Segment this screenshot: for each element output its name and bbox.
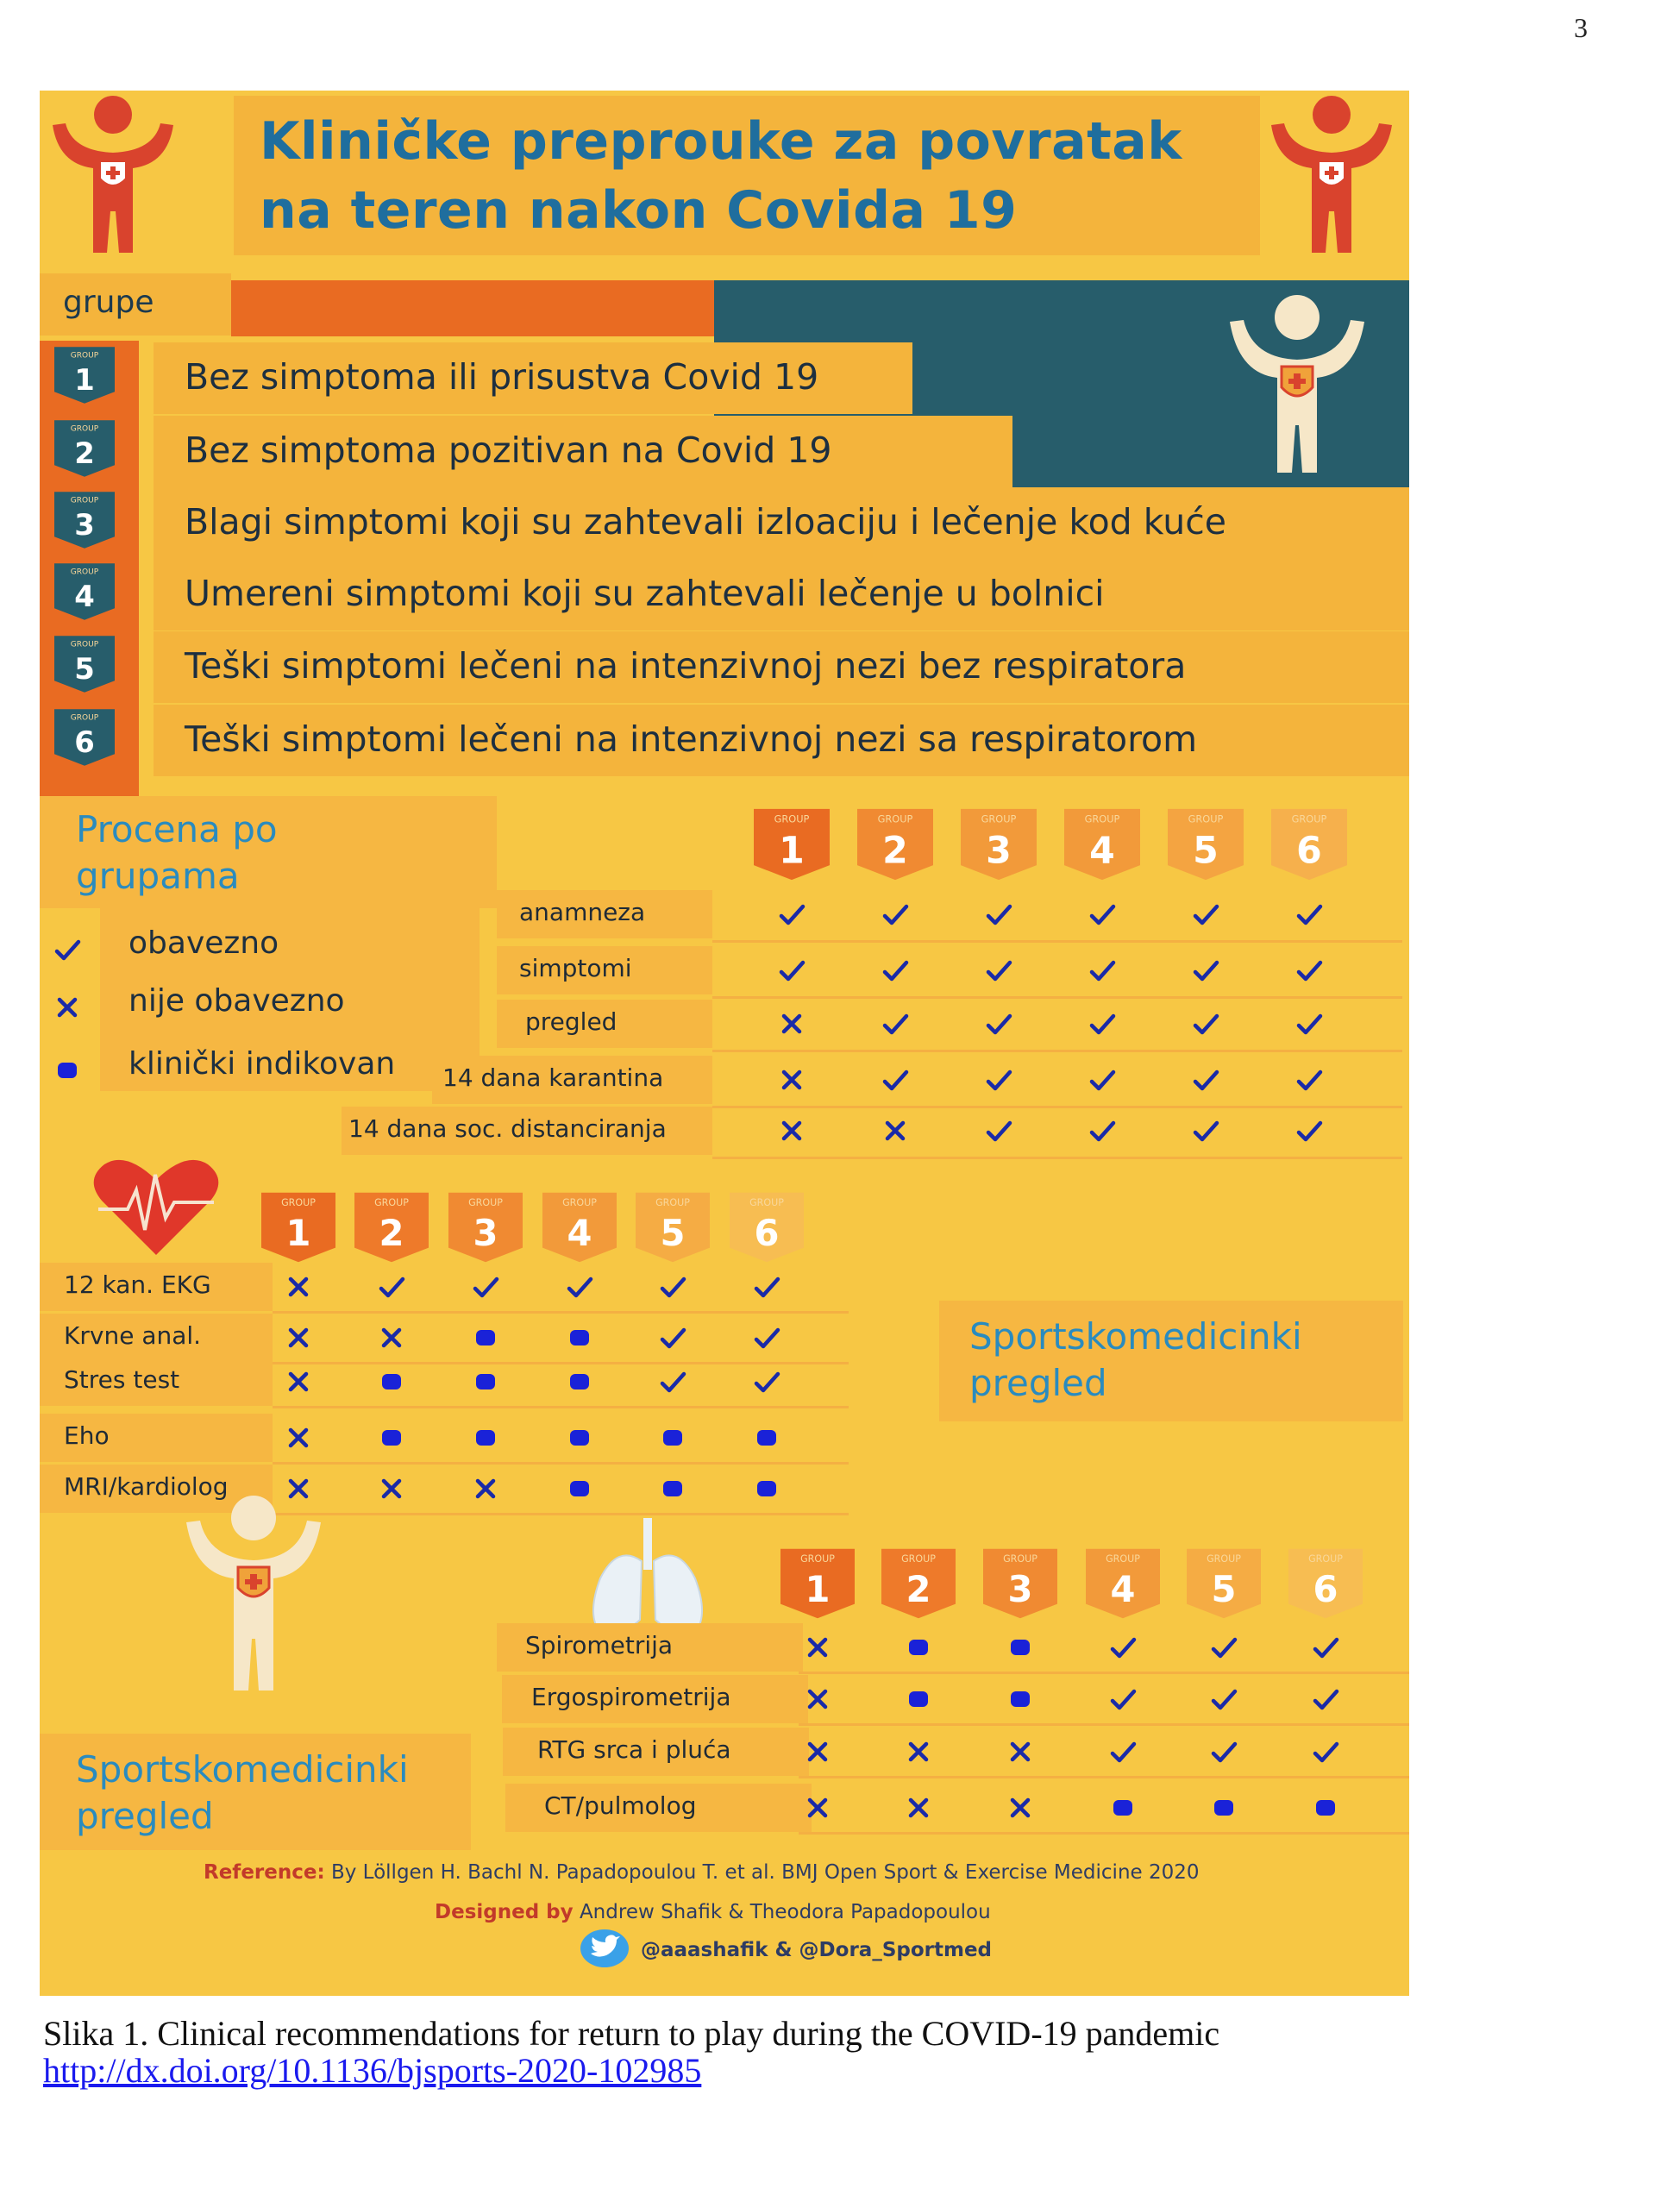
check-icon (1106, 1682, 1140, 1720)
group-badge-word: GROUP (374, 1197, 409, 1209)
row-label: Krvne anal. (64, 1321, 202, 1350)
group-badge-number: 5 (1211, 1567, 1237, 1610)
group-badge-number: 1 (779, 829, 805, 873)
dot-icon (562, 1471, 597, 1509)
group-badge-word: GROUP (1003, 1553, 1037, 1565)
group-badge-number: 6 (1296, 829, 1322, 873)
row-label: CT/pulmolog (544, 1791, 697, 1820)
cross-icon (281, 1364, 316, 1402)
cross-icon (374, 1320, 409, 1358)
group-badge-word: GROUP (70, 640, 99, 649)
reference-text: By Löllgen H. Bachl N. Papadopoulou T. et al. BMJ Open Sport & Exercise Medicine 2020 (330, 1861, 1200, 1884)
group-badge-word: GROUP (901, 1553, 936, 1565)
group-badge-number: 2 (906, 1567, 931, 1610)
group-header-badge (631, 1190, 714, 1268)
dot-icon (1106, 1791, 1140, 1828)
heart-icon (91, 1156, 221, 1259)
group-badge-number: 2 (379, 1211, 404, 1254)
group-header-badge (854, 806, 937, 886)
designed-text: Andrew Shafik & Theodora Papadopoulou (579, 1901, 991, 1923)
check-icon (981, 1063, 1016, 1101)
group-badge-icon (50, 345, 119, 409)
dot-icon (1308, 1791, 1343, 1828)
athlete-figure-icon (178, 1488, 329, 1699)
dot-icon (655, 1471, 690, 1509)
legend-label: nije obavezno (129, 983, 345, 1019)
check-icon (1207, 1682, 1241, 1720)
row-label: Ergospirometrija (531, 1683, 731, 1711)
check-icon (655, 1364, 690, 1402)
row-label: 12 kan. EKG (64, 1270, 211, 1299)
dot-icon (374, 1364, 409, 1402)
figure-caption: Slika 1. Clinical recommendations for return to play during the COVID-19 pandemic (43, 2014, 1220, 2053)
group-description: Blagi simptomi koji su zahtevali izloaciju i lečenje kod kuće (185, 501, 1226, 543)
group-badge-number: 5 (1193, 829, 1219, 873)
group-header-badge (725, 1190, 808, 1268)
group-badge-word: GROUP (70, 713, 99, 723)
row-label: 14 dana soc. distanciranja (348, 1114, 667, 1143)
dot-icon (562, 1364, 597, 1402)
check-icon (878, 1063, 912, 1101)
cross-icon (800, 1791, 835, 1828)
row-divider (273, 1406, 849, 1408)
row-divider (712, 996, 1402, 999)
group-badge-number: 2 (74, 436, 95, 470)
group-description: Teški simptomi lečeni na intenzivnoj nezi sa respiratorom (185, 718, 1198, 760)
cross-icon (774, 1007, 809, 1044)
group-header-badge (444, 1190, 527, 1268)
check-icon (1292, 897, 1326, 935)
check-icon (774, 953, 809, 991)
reference-line (204, 1861, 1200, 1884)
group-header-badge (957, 806, 1040, 886)
row-divider (799, 1723, 1409, 1726)
check-icon (1308, 1734, 1343, 1772)
cross-legend-icon (50, 990, 85, 1028)
group-header-badge (979, 1546, 1062, 1624)
group-header-badge (1182, 1546, 1265, 1624)
row-label: anamneza (519, 898, 646, 926)
group-badge-number: 4 (1089, 829, 1115, 873)
exam-title-cardio: Sportskomedicinki pregled (969, 1315, 1302, 1404)
check-icon (981, 953, 1016, 991)
dot-icon (562, 1421, 597, 1458)
dot-icon (749, 1421, 784, 1458)
group-badge-word: GROUP (877, 812, 913, 825)
group-header-badge (1061, 806, 1144, 886)
group-badge-word: GROUP (655, 1197, 690, 1209)
check-icon (981, 1007, 1016, 1044)
check-icon (1085, 1007, 1119, 1044)
group-badge-word: GROUP (70, 568, 99, 577)
reference-label: Reference: (204, 1861, 325, 1884)
designed-line (435, 1901, 991, 1923)
cross-icon (878, 1113, 912, 1151)
athlete-figure-icon (40, 91, 186, 263)
cross-icon (774, 1063, 809, 1101)
group-badge-word: GROUP (1106, 1553, 1140, 1565)
group-header-badge (877, 1546, 960, 1624)
group-badge-number: 1 (285, 1211, 311, 1254)
dot-icon (374, 1421, 409, 1458)
group-badge-number: 3 (1007, 1567, 1033, 1610)
cross-icon (468, 1471, 503, 1509)
orange-band (231, 280, 714, 336)
check-icon (1292, 1063, 1326, 1101)
check-icon (1085, 1063, 1119, 1101)
group-badge-number: 4 (1110, 1567, 1136, 1610)
group-description: Teški simptomi lečeni na intenzivnoj nezi bez respiratora (185, 645, 1187, 687)
check-icon (1106, 1630, 1140, 1668)
designed-label: Designed by (435, 1901, 574, 1923)
row-divider (799, 1672, 1409, 1674)
cross-icon (901, 1734, 936, 1772)
group-badge-number: 2 (882, 829, 908, 873)
group-badge-icon (50, 634, 119, 698)
group-header-badge (1268, 806, 1351, 886)
athlete-figure-icon (1221, 287, 1372, 481)
dot-icon (562, 1320, 597, 1358)
dot-icon (468, 1320, 503, 1358)
group-badge-word: GROUP (281, 1197, 316, 1209)
group-badge-number: 3 (473, 1211, 498, 1254)
group-badge-word: GROUP (800, 1553, 835, 1565)
athlete-figure-icon (1256, 91, 1407, 263)
check-icon (1188, 953, 1223, 991)
group-header-badge (1164, 806, 1247, 886)
cross-icon (901, 1791, 936, 1828)
page-number: 3 (1574, 12, 1588, 43)
row-divider (799, 1832, 1409, 1835)
infographic (40, 91, 1409, 1996)
group-badge-icon (50, 561, 119, 625)
row-divider (712, 940, 1402, 943)
title-line-1: Kliničke preprouke za povratak (260, 111, 1182, 172)
group-badge-word: GROUP (1207, 1553, 1241, 1565)
group-header-badge (776, 1546, 859, 1624)
group-badge-number: 4 (567, 1211, 592, 1254)
title-banner (234, 96, 1260, 255)
dot-icon (1003, 1630, 1037, 1668)
group-badge-word: GROUP (774, 812, 810, 825)
dot-icon (468, 1421, 503, 1458)
doi-link[interactable]: http://dx.doi.org/10.1136/bjsports-2020-102985 (43, 2051, 702, 2090)
group-header-badge (257, 1190, 340, 1268)
check-icon (878, 953, 912, 991)
check-icon (1308, 1630, 1343, 1668)
group-badge-number: 6 (74, 724, 95, 759)
row-label: Eho (64, 1421, 110, 1450)
row-label: MRI/kardiolog (64, 1472, 229, 1501)
check-icon (1308, 1682, 1343, 1720)
group-badge-number: 3 (74, 507, 95, 542)
legend-label: obavezno (129, 925, 279, 961)
title-line-2: na teren nakon Covida 19 (260, 180, 1018, 241)
group-header-badge (1081, 1546, 1164, 1624)
group-badge-number: 1 (805, 1567, 831, 1610)
group-header-badge (1284, 1546, 1367, 1624)
check-icon (878, 1007, 912, 1044)
check-icon (1106, 1734, 1140, 1772)
group-badge-word: GROUP (1084, 812, 1120, 825)
dot-icon (901, 1630, 936, 1668)
check-icon (1207, 1630, 1241, 1668)
assessment-title: Procena po grupama (76, 808, 278, 897)
check-icon (1085, 897, 1119, 935)
check-icon (1188, 1113, 1223, 1151)
dot-icon (901, 1682, 936, 1720)
dot-icon (1207, 1791, 1241, 1828)
cross-icon (800, 1682, 835, 1720)
row-divider (799, 1776, 1409, 1778)
group-header-badge (350, 1190, 433, 1268)
cross-icon (281, 1270, 316, 1308)
row-divider (712, 1106, 1402, 1108)
group-badge-word: GROUP (1308, 1553, 1343, 1565)
check-icon (655, 1270, 690, 1308)
row-divider (273, 1462, 849, 1465)
cross-icon (774, 1113, 809, 1151)
check-icon (1207, 1734, 1241, 1772)
check-icon (749, 1320, 784, 1358)
group-badge-number: 1 (74, 362, 95, 397)
group-badge-word: GROUP (70, 424, 99, 434)
row-label: Spirometrija (525, 1631, 674, 1659)
exam-title-pulmo: Sportskomedicinki pregled (76, 1748, 409, 1837)
group-badge-word: GROUP (468, 1197, 503, 1209)
check-icon (562, 1270, 597, 1308)
group-badge-word: GROUP (981, 812, 1017, 825)
row-divider (712, 1157, 1402, 1159)
group-badge-word: GROUP (70, 351, 99, 361)
check-icon (1188, 1007, 1223, 1044)
check-icon (374, 1270, 409, 1308)
group-description: Bez simptoma pozitivan na Covid 19 (185, 430, 832, 471)
dot-legend-icon (50, 1053, 85, 1091)
row-divider (273, 1311, 849, 1314)
check-icon (774, 897, 809, 935)
group-description: Bez simptoma ili prisustva Covid 19 (185, 356, 819, 398)
group-header-badge (538, 1190, 621, 1268)
row-label: 14 dana karantina (442, 1063, 664, 1092)
twitter-handles: @aaashafik & @Dora_Sportmed (641, 1939, 993, 1961)
group-badge-word: GROUP (1188, 812, 1224, 825)
row-label: RTG srca i pluća (537, 1735, 731, 1764)
check-icon (981, 1113, 1016, 1151)
dot-icon (1003, 1682, 1037, 1720)
lungs-icon (583, 1518, 712, 1639)
check-icon (1188, 1063, 1223, 1101)
group-badge-word: GROUP (1291, 812, 1327, 825)
row-label: Stres test (64, 1365, 180, 1394)
row-divider (712, 1050, 1402, 1052)
dot-icon (749, 1471, 784, 1509)
group-badge-number: 5 (74, 651, 95, 686)
row-label: simptomi (519, 954, 632, 982)
group-badge-word: GROUP (562, 1197, 597, 1209)
group-badge-number: 6 (754, 1211, 780, 1254)
group-header-badge (750, 806, 833, 886)
check-icon (749, 1270, 784, 1308)
check-legend-icon (50, 932, 85, 970)
cross-icon (800, 1734, 835, 1772)
check-icon (749, 1364, 784, 1402)
row-divider (273, 1513, 849, 1515)
dot-icon (468, 1364, 503, 1402)
check-icon (468, 1270, 503, 1308)
group-badge-icon (50, 707, 119, 771)
group-badge-word: GROUP (749, 1197, 784, 1209)
group-badge-icon (50, 418, 119, 482)
twitter-icon (579, 1928, 630, 1969)
cross-icon (1003, 1791, 1037, 1828)
cross-icon (281, 1320, 316, 1358)
check-icon (1292, 1007, 1326, 1044)
check-icon (1292, 953, 1326, 991)
cross-icon (374, 1471, 409, 1509)
group-badge-number: 4 (74, 579, 95, 613)
group-badge-number: 5 (660, 1211, 686, 1254)
group-badge-number: 6 (1313, 1567, 1338, 1610)
cross-icon (281, 1421, 316, 1458)
dot-icon (655, 1421, 690, 1458)
cross-icon (800, 1630, 835, 1668)
cross-icon (1003, 1734, 1037, 1772)
check-icon (1292, 1113, 1326, 1151)
check-icon (1085, 1113, 1119, 1151)
check-icon (981, 897, 1016, 935)
group-description: Umereni simptomi koji su zahtevali lečenje u bolnici (185, 573, 1105, 614)
group-badge-word: GROUP (70, 496, 99, 505)
legend-label: klinički indikovan (129, 1046, 396, 1082)
row-label: pregled (525, 1007, 617, 1036)
check-icon (878, 897, 912, 935)
group-badge-icon (50, 490, 119, 554)
group-badge-number: 3 (986, 829, 1012, 873)
check-icon (655, 1320, 690, 1358)
check-icon (1085, 953, 1119, 991)
check-icon (1188, 897, 1223, 935)
groups-label: grupe (63, 285, 154, 320)
